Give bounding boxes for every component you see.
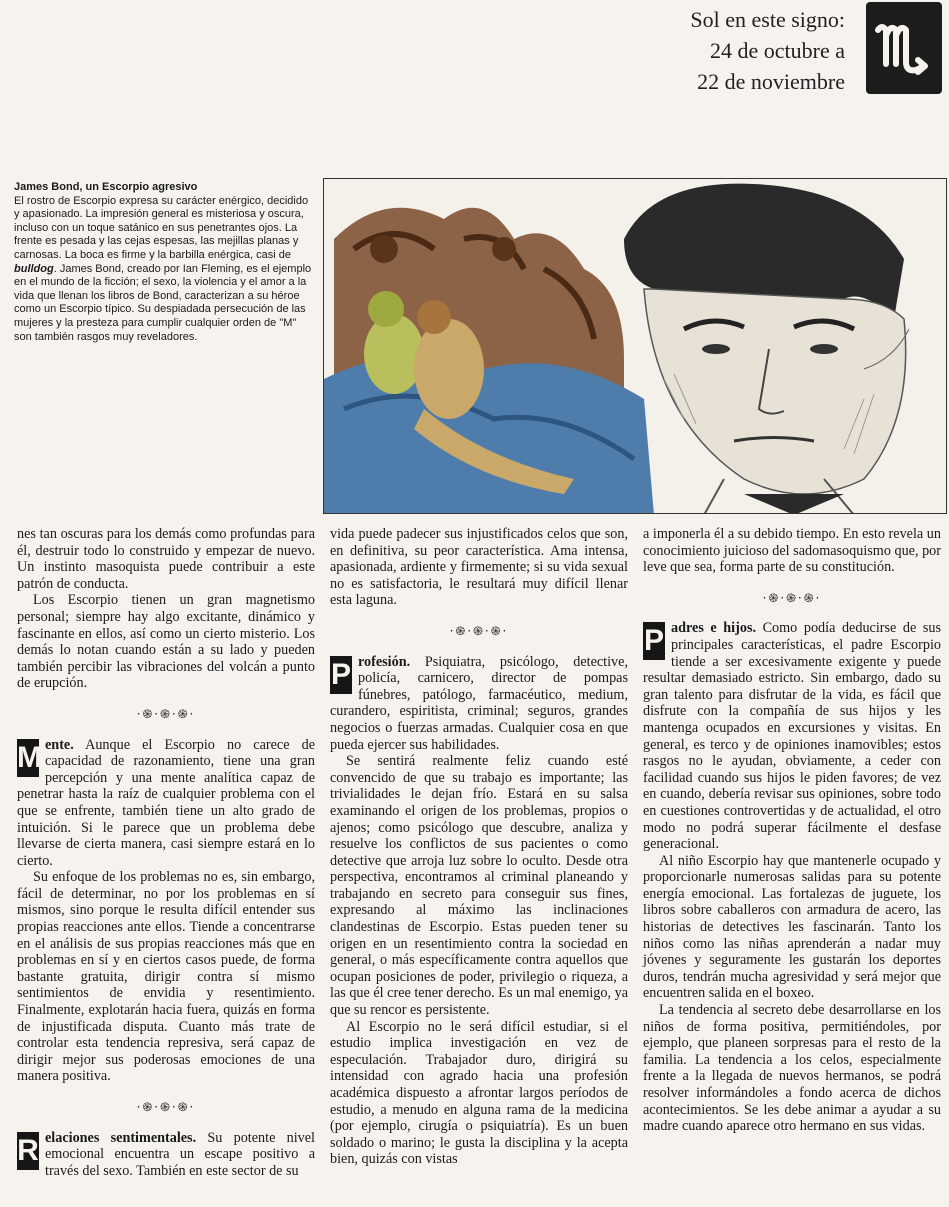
intro-paragraph-1: nes tan oscuras para los demás como profundas para él, destruir todo lo construido y empezar de nuevo. Un instinto masoquista puede contribuir a este patrón de conducta. — [17, 526, 315, 592]
relaciones-continued: vida puede padecer sus injustificados celos que son, en definitiva, su peor característica. Ama intensa, apasionada, ardiente y firmemente; si su vida sexual no es satisfactoria, le resultará muy difícil llenar esta laguna. — [330, 526, 628, 609]
james-bond-illustration — [323, 178, 947, 514]
profesion-section — [330, 654, 628, 754]
padres-paragraph-1: Como podía deducirse de sus principales características, el padre Escorpio tiende a ser excesivamente exigente y puede resultar demasiado estricto. Sin embargo, dado su gran talento para disfrutar de la vida, es fácil que disfrute con la compañía de sus hijos y les mantenga ocupados en excursiones y visitas. En general, es terco y de opiniones inamovibles; estos rasgos no le ayudan, obviamente, a ceder con facilidad cuando sus hijos le piden favores; de vez en cuando, debería revisar sus opiniones, sobre todo en cuestiones controvertidas y de actualidad, el otro modo no podrá superar fácilmente el desfase generacional. — [643, 620, 941, 853]
header-line-3: 22 de noviembre — [697, 69, 845, 94]
padres-section — [643, 620, 941, 852]
padres-paragraph-3: La tendencia al secreto debe desarrollarse en los niños de forma positiva, permitiéndoles, por ejemplo, que planeen sorpresas para el resto de la familia. La tendencia a los celos, especialmente frente a la llegada de nuevos hermanos, se podrá resolver informándoles a fondo acerca de dichos acontecimientos. Se les debe animar a ayudar a su madre cuando aparece otro hermano en sus vidas. — [643, 1002, 941, 1135]
caption-text-a: El rostro de Escorpio expresa su carácter enérgico, decidido y apasionado. La impresión general es misteriosa y oscura, incluso con un toque satánico en sus penetrantes ojos. La frente es pesada y las cejas espesas, las mejillas planas y carnosas. La boca es firme y la barbilla enérgica, casi de — [14, 194, 309, 261]
scorpio-sign-icon — [866, 2, 942, 94]
scorpio-glyph-icon — [872, 12, 936, 84]
relaciones-title: elaciones sentimentales. — [45, 1129, 197, 1146]
text-column-1 — [17, 526, 315, 1179]
mente-title: ente. — [45, 736, 74, 753]
header-line-1: Sol en este signo: — [690, 7, 845, 32]
mente-paragraph-2: Su enfoque de los problemas no es, sin embargo, fácil de determinar, no por los problemas en sí mismos, sino porque le resulta difícil entender sus propias reacciones ante ellos. Tiende a concentrarse en el análisis de sus propias reacciones más que en problemas en sí y en ciertos casos puede, de forma bastante gratuita, dirigir contra sí mismo sentimientos de envidia y resentimiento. Finalmente, explotarán hacia fuera, quizás en forma de injustificada disputa. Cuanto más trate de controlar esta tendencia represiva, será capaz de dirigir mejor sus poderosas emociones de una manera positiva. — [17, 869, 315, 1085]
mente-paragraph-1: Aunque el Escorpio no carece de capacidad de razonamiento, tiene una gran percepción y una mente analítica capaz de penetrar hasta la raíz de cualquier problema con el que se enfrente, también tiene un alto grado de intuición. Si le parece que un problema debe llevarse de cierta manera, casi siempre estará en lo cierto. — [17, 736, 315, 869]
caption-title: James Bond, un Escorpio agresivo — [14, 181, 198, 193]
section-ornament: ·֍·֍·֍· — [449, 623, 509, 638]
intro-paragraph-2: Los Escorpio tienen un gran magnetismo personal; siempre hay algo excitante, dinámico y fascinante en ellos, así como un cierto misterio. Los demás lo notan cuando están a su lado y pueden también percibir las vibraciones del volcán a punto de erupción. — [17, 592, 315, 692]
section-ornament: ·֍·֍·֍· — [136, 706, 196, 721]
illustration-drawing — [324, 179, 947, 514]
header-line-2: 24 de octubre a — [710, 38, 845, 63]
relaciones-dropcap: R — [17, 1132, 39, 1170]
caption-text-b: . James Bond, creado por Ian Fleming, es el ejemplo en el mundo de la ficción; el sexo, la violencia y el amor a la vida que llenan los libros de Bond, caracterizan a su héroe como un Escorpio típico. Su despiadada persecución de las mujeres y la presteza para cumplir cualquier orden de "M" son también rasgos muy reveladores. — [14, 262, 312, 343]
profesion-title: rofesión. — [358, 653, 411, 670]
section-ornament: ·֍·֍·֍· — [762, 590, 822, 605]
relaciones-section — [17, 1130, 315, 1180]
relaciones-paragraph-1: Su potente nivel emocional encuentra un escape positivo a través del sexo. También en este sector de su — [45, 1129, 315, 1179]
padres-title: adres e hijos. — [671, 620, 757, 637]
sun-sign-dates — [585, 4, 845, 97]
padres-dropcap: P — [643, 622, 665, 660]
mente-section — [17, 737, 315, 870]
profesion-paragraph-1: Psiquiatra, psicólogo, detective, policía, carnicero, director de pompas fúnebres, patólogo, farmacéutico, medium, curandero, espiritista, criminal; seguros, grandes negocios o fuerzas armadas. Cualquier cosa en que pueda ejercer sus habilidades. — [330, 653, 629, 753]
padres-paragraph-2: Al niño Escorpio hay que mantenerle ocupado y proporcionarle numerosas salidas para su potente energía emocional. Las fortalezas de juguete, los libros sobre caballeros con armadura de acero, las historias de detectives les fascinarán. Tanto los niños como las niñas aprenderán a nadar muy jóvenes y seguramente les gustarán los deportes duros, tendrán mucha agresividad y será mejor que encuentren salida en el boxeo. — [643, 852, 941, 1002]
section-ornament: ·֍·֍·֍· — [136, 1100, 196, 1114]
text-column-2 — [330, 526, 628, 1168]
text-column-3 — [643, 526, 941, 1135]
illustration-caption — [14, 181, 314, 344]
profesion-dropcap: P — [330, 656, 352, 694]
profesion-continued: a imponerla él a su debido tiempo. En esto revela un conocimiento juicioso del sadomasoquismo que, por leve que sea, forma parte de su constitución. — [643, 526, 941, 576]
profesion-paragraph-3: Al Escorpio no le será difícil estudiar, si el estudio implica investigación en vez de especulación. Trabajador duro, dirigirá su intensidad con agrado hacia una profesión académica dispuesto a afrontar largos períodos de estudio, a menudo en alguna rama de la medicina (por ejemplo, cirugía o psiquiatría). Es un buen soldado o marino; le gusta la disciplina y la acepta bien, quizás con vistas — [330, 1018, 628, 1168]
profesion-paragraph-2: Se sentirá realmente feliz cuando esté convencido de que su trabajo es importante; las trivialidades le dejan frío. Estará en su salsa examinando el origen de los problemas, propios o ajenos; como psicólogo que descubre, analiza y resuelve los conflictos de sus pacientes o como detective que arroja luz sobre lo oculto. Desde otra perspectiva, encontramos al criminal planeando y trabajando en secreto para conseguir sus fines, expresando al máximo las inclinaciones clandestinas de Escorpio. Estas pueden tener su origen en un resentimiento contra la sociedad en general, o más específicamente contra aquellos que ocupan posiciones de poder, privilegio o riqueza, a las que él cree tener derecho. Es un mal enemigo, ya que su rencor es persistente. — [330, 753, 628, 1019]
caption-emphasis: bulldog — [14, 262, 54, 275]
mente-dropcap: M — [17, 739, 39, 777]
